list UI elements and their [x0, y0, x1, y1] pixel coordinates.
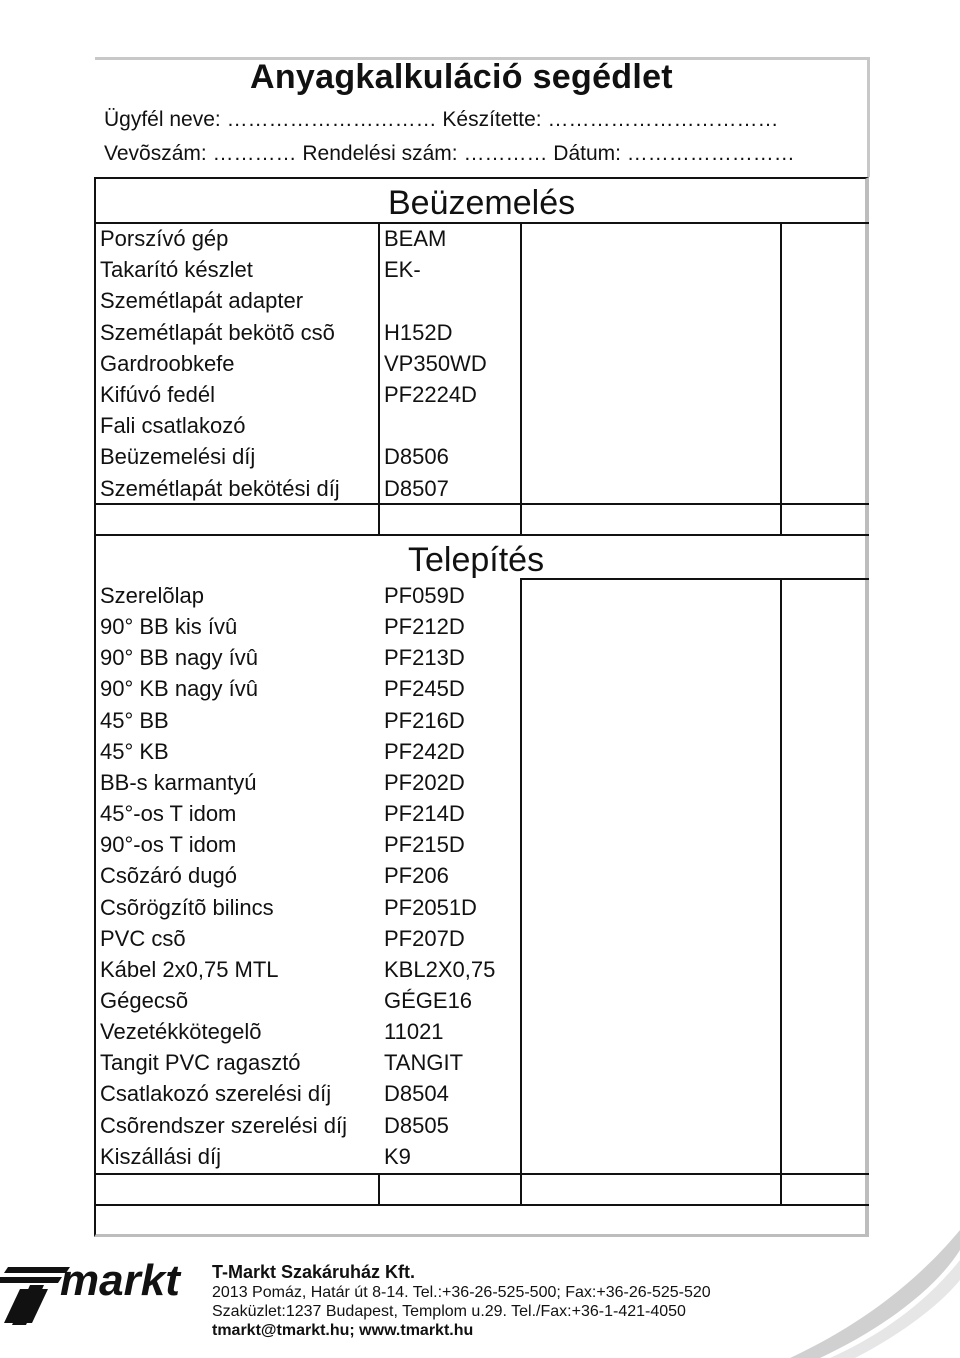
item-name: Csatlakozó szerelési díj — [100, 1081, 332, 1107]
table-row — [100, 288, 840, 319]
item-name: Szemétlapát adapter — [100, 288, 304, 314]
item-code: PF245D — [384, 676, 465, 702]
table-row — [100, 739, 840, 770]
table-row — [100, 832, 840, 863]
item-name: Csõzáró dugó — [100, 863, 237, 889]
item-name: 45° KB — [100, 738, 169, 764]
table-row — [100, 770, 840, 801]
table-row — [100, 257, 840, 288]
item-name: Gardroobkefe — [100, 350, 235, 376]
address-line-1: 2013 Pomáz, Határ út 8-14. Tel.:+36-26-525-500; Fax:+36-26-525-520 — [212, 1284, 711, 1301]
item-name: Gégecsõ — [100, 987, 189, 1013]
table-row — [100, 444, 840, 475]
item-code: PF2051D — [384, 894, 477, 920]
table-row — [100, 988, 840, 1019]
table-row — [100, 676, 840, 707]
item-name: 45° BB — [100, 707, 169, 733]
item-name: 90°-os T idom — [100, 832, 237, 858]
grid-line — [378, 503, 380, 534]
item-code: VP350WD — [384, 350, 487, 376]
table-row — [100, 413, 840, 444]
contact-line[interactable]: tmarkt@tmarkt.hu; www.tmarkt.hu — [212, 1322, 474, 1339]
item-name: Szerelõlap — [100, 583, 204, 608]
table-row — [100, 226, 840, 257]
item-name: Beüzemelési díj — [100, 444, 256, 470]
item-name: Porszívó gép — [100, 226, 229, 251]
section-title-telepites: Telepítés — [408, 541, 545, 579]
item-code: PF212D — [384, 614, 465, 640]
item-code: PF206 — [384, 863, 449, 889]
company-name: T-Markt Szakáruház Kft. — [212, 1262, 416, 1282]
table-row — [100, 1144, 840, 1175]
table-row — [100, 1019, 840, 1050]
item-name: Szemétlapát bekötõ csõ — [100, 319, 335, 345]
item-code: PF216D — [384, 707, 465, 733]
table-row — [100, 320, 840, 351]
table-row — [100, 708, 840, 739]
item-code: EK- — [384, 257, 421, 283]
item-name: 90° BB nagy ívû — [100, 645, 259, 671]
item-code: PF059D — [384, 583, 465, 608]
table-row — [100, 645, 840, 676]
grid-line — [520, 578, 869, 580]
item-name: Takarító készlet — [100, 257, 253, 283]
item-code: D8506 — [384, 444, 449, 470]
item-name: 45°-os T idom — [100, 801, 237, 827]
customer-name-line[interactable]: Ügyfél neve: ………………………… Készítette: …………………………… — [104, 108, 779, 131]
item-name: 90° BB kis ívû — [100, 614, 238, 640]
section-title-beuzemeles: Beüzemelés — [388, 184, 576, 222]
item-code: GÉGE16 — [384, 987, 473, 1013]
grid-line — [94, 1204, 869, 1206]
item-name: Tangit PVC ragasztó — [100, 1050, 301, 1076]
order-info-line[interactable]: Vevõszám: ………… Rendelési szám: ………… Dátum: …………………… — [104, 142, 795, 165]
item-name: Fali csatlakozó — [100, 413, 246, 439]
table-row — [100, 895, 840, 926]
table-row — [100, 614, 840, 645]
page-title: Anyagkalkuláció segédlet — [250, 58, 673, 96]
item-name: Csõrendszer szerelési díj — [100, 1112, 347, 1138]
item-code: D8505 — [384, 1112, 449, 1138]
item-code: PF213D — [384, 645, 465, 671]
table-row — [100, 957, 840, 988]
item-name: Csõrögzítõ bilincs — [100, 894, 274, 920]
grid-line — [378, 1173, 380, 1205]
table-row — [100, 801, 840, 832]
logo-text: markt — [60, 1256, 180, 1305]
item-code: PF242D — [384, 738, 465, 764]
item-name: PVC csõ — [100, 925, 186, 951]
item-code: PF2224D — [384, 382, 477, 407]
item-name: Vezetékkötegelõ — [100, 1019, 262, 1045]
item-name: Kiszállási díj — [100, 1143, 222, 1169]
item-code: 11021 — [384, 1019, 444, 1045]
item-name: BB-s karmantyú — [100, 769, 257, 795]
table-row — [100, 382, 840, 413]
decorative-swoosh — [760, 1230, 960, 1358]
item-code: K9 — [384, 1143, 411, 1169]
table-row — [100, 926, 840, 957]
item-code: D8507 — [384, 475, 449, 501]
item-code: PF207D — [384, 925, 465, 951]
grid-line — [94, 534, 869, 536]
address-line-2: Szaküzlet:1237 Budapest, Templom u.29. Tel./Fax:+36-1-421-4050 — [212, 1303, 686, 1320]
item-code: PF214D — [384, 801, 465, 827]
item-code: D8504 — [384, 1081, 449, 1107]
item-name: Kábel 2x0,75 MTL — [100, 956, 279, 982]
item-code: PF215D — [384, 832, 465, 858]
table-row — [100, 1113, 840, 1144]
table-row — [100, 1050, 840, 1081]
item-code: H152D — [384, 319, 453, 345]
table-row — [100, 351, 840, 382]
item-code: TANGIT — [384, 1050, 464, 1076]
item-code: KBL2X0,75 — [384, 956, 496, 982]
item-name: 90° KB nagy ívû — [100, 676, 259, 702]
item-code: BEAM — [384, 226, 447, 251]
tmarkt-logo — [0, 1255, 200, 1335]
table-row — [100, 476, 840, 507]
item-name: Kifúvó fedél — [100, 382, 215, 407]
item-code: PF202D — [384, 769, 465, 795]
item-name: Szemétlapát bekötési díj — [100, 475, 340, 501]
table-row — [100, 863, 840, 894]
table-row — [100, 1081, 840, 1112]
table-row — [100, 583, 840, 614]
